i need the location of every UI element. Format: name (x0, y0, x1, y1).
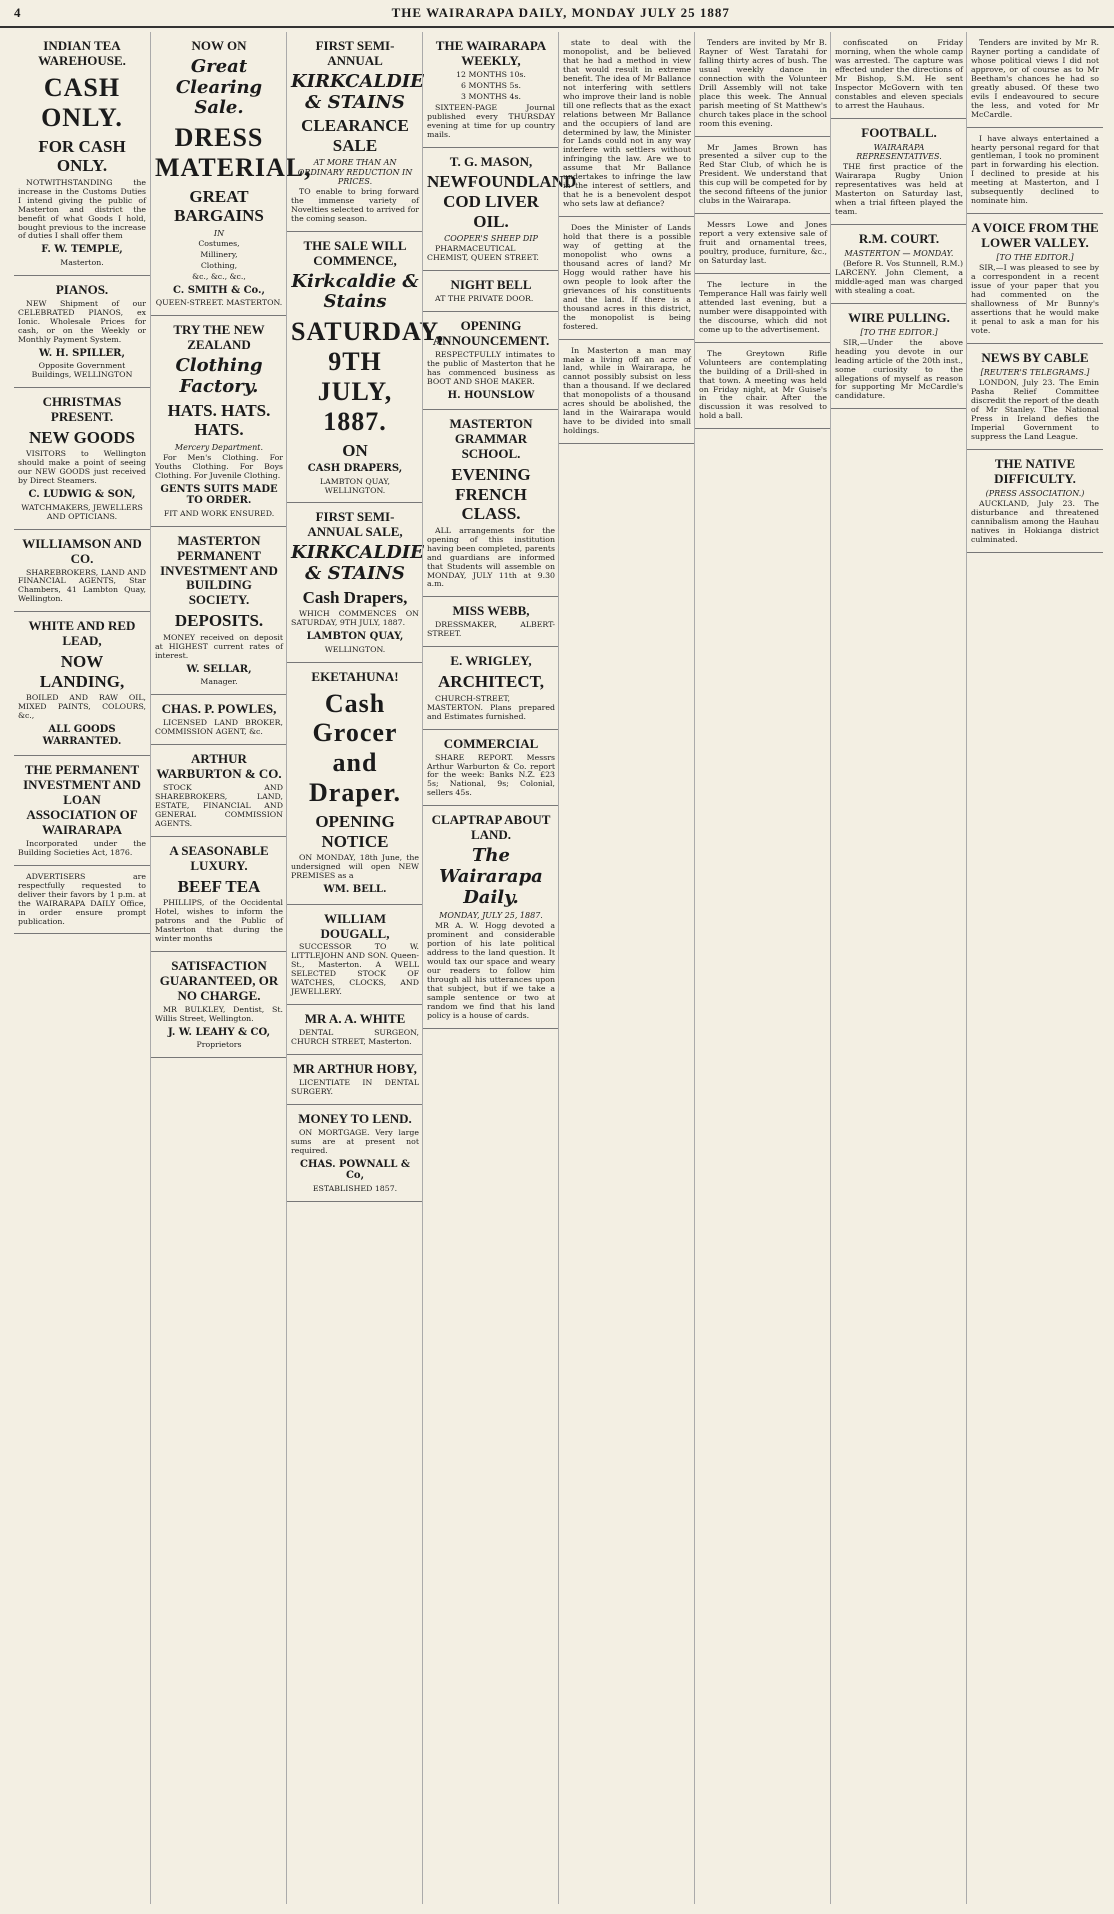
block-body: Tenders are invited by Mr B. Rayner of West Taratahi for falling thirty acres of bush. The usual weekly dance in connection with the Volunteer Drill Assembly will not take place this week. The Annual parish meeting of St Matthew's church takes place in the school room this evening. (699, 38, 827, 128)
block-body: I have always entertained a hearty personal regard for that gentleman, I took no prominent part in forwarding his election. I declined to preside at his meeting at Masterton, and I subsequently declined to nominate him. (971, 133, 1099, 206)
block-body: RESPECTFULLY intimates to the public of Masterton that he has commenced business as BOOT AND SHOE MAKER. (427, 349, 555, 386)
block-sub: MONDAY, JULY 25, 1887. (439, 911, 543, 921)
article-block (967, 450, 1103, 553)
block-title: WHITE AND RED LEAD, (28, 618, 136, 649)
article-block (14, 866, 150, 935)
block-mid: OPENING NOTICE (315, 812, 395, 851)
block-body: For Men's Clothing. For Youths Clothing. For Boys Clothing. For Juvenile Clothing. (155, 452, 283, 480)
list-line: 3 MONTHS 4s. (461, 91, 521, 101)
article-block (423, 312, 559, 410)
article-block (287, 905, 423, 1006)
block-title: MISS WEBB, (452, 603, 530, 619)
block-body: Does the Minister of Lands hold that there is a possible way of getting at the monopolist who owns a thousand acres of land? Mr Hogg would rather have his own people to look after the grievances of his constituents and the land. If there is a thousand acres in this district, the monopolist is being fostered. (563, 223, 691, 331)
newspaper-title: THE WAIRARAPA DAILY, MONDAY JULY 25 1887 (391, 5, 730, 20)
block-mid: CLEARANCE SALE (301, 116, 409, 155)
block-title: E. WRIGLEY, (450, 653, 532, 669)
block-body: SIR,—Under the above heading you devote in our leading article of the 20th inst., some curiosity to the allegations of myself as reason for supporting Mr McCardle's candidature. (835, 337, 963, 401)
block-sub: [TO THE EDITOR.] (860, 327, 938, 337)
block-body: LONDON, July 23. The Emin Pasha Relief Committee discredit the report of the death of Mr Stanley. The National Press in Ireland defies the Imperial Government to suppress the Land League. (971, 378, 1099, 441)
block-sub: [REUTER'S TELEGRAMS.] (980, 367, 1090, 377)
article-block (967, 128, 1103, 215)
block-mid: ARCHITECT, (438, 672, 544, 692)
block-sub: AT MORE THAN AN ORDINARY REDUCTION IN PRICES. (297, 158, 413, 186)
column-1 (14, 32, 150, 1904)
block-gothic: The Wairarapa Daily. (439, 845, 543, 908)
article-block (831, 225, 967, 304)
block-title: A SEASONABLE LUXURY. (169, 842, 269, 873)
block-body: DENTAL SURGEON, CHURCH STREET, Masterton. (291, 1028, 419, 1047)
block-sub: (PRESS ASSOCIATION.) (985, 488, 1085, 498)
column-3 (286, 32, 445, 1904)
article-block (559, 217, 695, 339)
block-place: Proprietors (196, 1040, 242, 1050)
article-block (151, 32, 312, 316)
block-sub: MASTERTON — MONDAY. (844, 248, 954, 258)
block-body: PHILLIPS, of the Occidental Hotel, wishes to inform the patrons and the Public of Masterton that during the winter months (155, 898, 283, 943)
block-body: MR A. W. Hogg devoted a prominent and considerable portion of his late political address to the land question. It would tax our space and weary our readers to follow him through all his utterances upon that subject, but if we take a sample sentence or two at random we find that his land policy is a house of cards. (427, 921, 555, 1020)
block-title: THE SALE WILL COMMENCE, (303, 237, 407, 268)
column-8 (966, 32, 1103, 1904)
block-mid: NEWFOUNDLAND COD LIVER OIL. (427, 172, 577, 231)
article-block (14, 32, 150, 276)
block-body: ADVERTISERS are respectfully requested to deliver their favors by 1 p.m. at the WAIRARAPA DAILY Office, in order ensure prompt publication. (18, 871, 146, 926)
block-sig: W. H. SPILLER, (39, 347, 125, 359)
block-gothic: Great Clearing Sale. (175, 55, 263, 119)
block-body: Messrs Lowe and Jones report a very extensive sale of fruit and ornamental trees, poultry, produce, furniture, &c., on Saturday last. (699, 220, 827, 266)
block-sig: CHAS. POWNALL & Co, (300, 1158, 410, 1182)
block-title: PIANOS. (55, 281, 109, 297)
block-body: THE first practice of the Wairarapa Rugby Union representatives was held at Masterton on Saturday last, when a trial fifteen played the team. (835, 161, 963, 216)
block-big: CASH ONLY. (41, 72, 123, 132)
block-place: Manager. (200, 677, 238, 687)
block-title: THE NATIVE DIFFICULTY. (994, 455, 1076, 486)
block-sig: C. LUDWIG & SON, (28, 489, 136, 501)
masthead (0, 0, 1114, 28)
block-body: AT THE PRIVATE DOOR. (435, 294, 534, 304)
article-block (831, 32, 967, 119)
block-body: The lecture in the Temperance Hall was fairly well attended last evening, but a number were disappointed with the discourse, which did not come up to the advertisement. (699, 279, 827, 334)
article-block (695, 214, 831, 274)
block-body: PHARMACEUTICAL CHEMIST, QUEEN STREET. (427, 244, 539, 263)
block-body: DRESSMAKER, ALBERT-STREET. (427, 620, 555, 639)
block-body: LICENTIATE IN DENTAL SURGERY. (291, 1077, 419, 1096)
article-block (423, 148, 577, 272)
block-title: WILLIAMSON AND CO. (22, 535, 142, 566)
article-block (14, 388, 150, 530)
block-title: MONEY TO LEND. (298, 1110, 412, 1126)
block-title: FOOTBALL. (861, 124, 937, 140)
block-title: NIGHT BELL (450, 277, 532, 293)
article-block (151, 745, 287, 837)
block-title: ARTHUR WARBURTON & CO. (156, 751, 282, 781)
block-body: TO enable to bring forward the immense variety of Novelties selected to arrived for the coming season. (291, 186, 419, 223)
block-mid: NOW LANDING, (39, 652, 125, 691)
article-block (287, 663, 423, 905)
block-body: SIXTEEN-PAGE Journal published every THURSDAY evening at time for up country mails. (427, 102, 555, 139)
block-big: DRESS MATERIAL, (155, 123, 312, 182)
column-7 (830, 32, 967, 1904)
block-title: MASTERTON GRAMMAR SCHOOL. (449, 416, 533, 462)
article-block (831, 119, 967, 225)
article-block (423, 597, 559, 647)
article-block (695, 32, 831, 137)
block-title: INDIAN TEA WAREHOUSE. (38, 38, 126, 68)
block-title: SATISFACTION GUARANTEED, OR NO CHARGE. (159, 957, 279, 1003)
block-body: ON MORTGAGE. Very large sums are at present not required. (291, 1127, 419, 1155)
article-block (559, 340, 695, 445)
article-block (967, 214, 1103, 344)
list-line: &c., &c., &c., (192, 271, 246, 281)
block-title: CHAS. P. POWLES, (161, 701, 277, 717)
block-body: Incorporated under the Building Societies Act, 1876. (18, 838, 146, 857)
block-body: NOTWITHSTANDING the increase in the Customs Duties I intend giving the public of Masterton and district the benefit of what Goods I hold, bought previous to the increase of duties I shall offer them (18, 177, 146, 241)
block-body: LICENSED LAND BROKER, COMMISSION AGENT, &c. (155, 718, 283, 737)
block-gothic: KIRKCALDIE & STAINS (291, 70, 424, 113)
article-block (423, 32, 559, 148)
block-title: FIRST SEMI-ANNUAL SALE, (307, 509, 403, 540)
block-body: (Before R. Vos Stunnell, R.M.) LARCENY. John Clement, a middle-aged man was charged with stealing a coat. (835, 258, 963, 295)
article-block (831, 304, 967, 410)
article-block (287, 503, 423, 662)
block-big: Cash Grocer and Draper. (309, 688, 401, 808)
article-block (287, 1005, 423, 1055)
block-body: AUCKLAND, July 23. The disturbance and threatened cannibalism among the Hauhau natives in Hokianga district culminated. (971, 498, 1099, 544)
block-gothic: Kirkcaldie & Stains (291, 270, 419, 313)
block-body: BOILED AND RAW OIL, MIXED PAINTS, COLOURS, &c., (18, 693, 146, 721)
block-mid: BEEF TEA (177, 876, 261, 896)
article-block (151, 695, 287, 745)
block-title: NOW ON (191, 38, 247, 53)
block-sig: W. SELLAR, (186, 663, 252, 675)
article-block (14, 276, 150, 388)
column-2 (150, 32, 312, 1904)
block-body: ON MONDAY, 18th June, the undersigned will open NEW PREMISES as a (291, 853, 419, 881)
block-title: MASTERTON PERMANENT INVESTMENT AND BUILDING SOCIETY. (160, 532, 278, 608)
block-place: ESTABLISHED 1857. (312, 1183, 398, 1193)
block-title: FIRST SEMI-ANNUAL (315, 38, 395, 68)
block-body: WHICH COMMENCES ON SATURDAY, 9TH JULY, 1887. (291, 609, 419, 628)
article-block (287, 1105, 423, 1202)
block-mid: GREAT BARGAINS (174, 186, 264, 226)
list-line: 6 MONTHS 5s. (461, 80, 521, 90)
article-block (423, 806, 559, 1029)
article-block (151, 316, 287, 526)
block-body: SHAREBROKERS, LAND AND FINANCIAL AGENTS, Star Chambers, 41 Lambton Quay, Wellington. (18, 567, 146, 604)
block-title: NEWS BY CABLE (981, 349, 1089, 365)
block-title: WIRE PULLING. (848, 309, 950, 325)
block-mid: DEPOSITS. (174, 611, 264, 631)
block-body: SHARE REPORT. Messrs Arthur Warburton & Co. report for the week: Banks N.Z. £23 5s; National, 9s; Colonial, sellers 45s. (427, 752, 555, 798)
column-5 (558, 32, 695, 1904)
column-4 (422, 32, 577, 1904)
block-gothic: Clothing Factory. (175, 355, 263, 397)
article-block (151, 952, 287, 1058)
block-body: NEW Shipment of our CELEBRATED PIANOS, ex Ionic. Wholesale Prices for cash, or on the Weekly or Monthly Payment System. (18, 298, 146, 344)
block-sig: J. W. LEAHY & CO, (167, 1026, 271, 1038)
block-title: THE WAIRARAPA WEEKLY, (435, 38, 547, 68)
block-title: EKETAHUNA! (311, 668, 399, 684)
block-place: Opposite Government Buildings, WELLINGTON (31, 361, 133, 380)
block-place: LAMBTON QUAY, WELLINGTON. (319, 476, 391, 495)
block-title: OPENING ANNOUNCEMENT. (432, 318, 550, 349)
block-title: A VOICE FROM THE LOWER VALLEY. (971, 220, 1099, 251)
block-mid: HATS. HATS. HATS. (167, 400, 271, 440)
block-mid: NEW GOODS (29, 427, 135, 447)
block-body: In Masterton a man may make a living off an acre of land, while in Wairarapa, he cannot possibly subsist on less than a thousand. If we declared that monopolists of a thousand acres should be abolished, the land in the Wairarapa would have to be divided into small holdings. (563, 345, 691, 436)
list-line: Clothing, (200, 260, 238, 270)
block-body: SUCCESSOR TO W. LITTLEJOHN AND SON. Queen-St., Masterton. A WELL SELECTED STOCK OF WATCHES, CLOCKS, AND JEWELLERY. (291, 942, 419, 997)
block-title: MR A. A. WHITE (304, 1011, 406, 1027)
article-block (14, 612, 150, 756)
article-block (151, 837, 287, 952)
column-6 (694, 32, 831, 1904)
block-sig: GENTS SUITS MADE TO ORDER. (160, 483, 278, 507)
article-block (423, 410, 559, 597)
block-title: T. G. MASON, (449, 153, 533, 169)
block-body: The Greytown Rifle Volunteers are contemplating the building of a Drill-shed in that town. A meeting was held on Friday night, at Mr Guise's in the chair. After the discussion it was resolved to hold a ball. (699, 348, 827, 421)
article-block (287, 32, 423, 232)
block-mid: FOR CASH ONLY. (38, 136, 126, 176)
block-body: SIR,—I was pleased to see by a correspondent in a recent issue of your paper that you had commented on the shallowness of Mr Bunny's assertions that he would make it penal to ask a man for his vote. (971, 263, 1099, 335)
block-body: STOCK AND SHAREBROKERS, LAND, ESTATE, FINANCIAL AND GENERAL COMMISSION AGENTS. (155, 782, 283, 828)
block-sig: C. SMITH & Co., (172, 284, 265, 296)
block-title: COMMERCIAL (443, 735, 539, 751)
block-mid: ON (342, 440, 368, 460)
block-sub: WAIRARAPA REPRESENTATIVES. (856, 142, 942, 161)
block-body: Tenders are invited by Mr R. Rayner porting a candidate of whose political views I did not approve, or of course as to Mr Beetham's chances he had so greatly abused. Of these two evils I endeavoured to secure the less, and voted for Mr McCardle. (971, 38, 1099, 119)
block-sub: [TO THE EDITOR.] (996, 253, 1074, 263)
article-block (287, 232, 445, 504)
article-block (967, 344, 1103, 450)
block-sig: H. HOUNSLOW (447, 389, 535, 401)
block-body: MONEY received on deposit at HIGHEST current rates of interest. (155, 632, 283, 660)
block-title: R.M. COURT. (858, 230, 940, 246)
list-line: 12 MONTHS 10s. (456, 69, 526, 79)
block-place: QUEEN-STREET. MASTERTON. (155, 298, 283, 308)
block-sub: IN (213, 228, 225, 238)
block-body: confiscated on Friday morning, when the whole camp was arrested. The capture was effected under the directions of Mr Bishop, S.M. He sent Inspector McGovern with ten constables and eleven specials to arrest the Hauhaus. (835, 38, 963, 110)
block-title: CHRISTMAS PRESENT. (42, 393, 122, 424)
block-place: FIT AND WORK ENSURED. (163, 508, 275, 518)
block-title: MR ARTHUR HOBY, (293, 1061, 417, 1077)
article-block (14, 756, 150, 866)
block-sub: COOPER'S SHEEP DIP (444, 234, 538, 244)
block-body: Mr James Brown has presented a silver cup to the Red Star Club, of which he is President. We understand that this cup will be competed for by the second fifteens of the junior clubs in the Wairarapa. (699, 142, 827, 206)
article-block (967, 32, 1103, 128)
block-title: THE PERMANENT INVESTMENT AND LOAN ASSOCIATION OF WAIRARAPA (23, 762, 141, 837)
page-number: 4 (14, 5, 22, 20)
article-block (423, 271, 559, 312)
block-sig: CASH DRAPERS, (307, 463, 403, 475)
block-body: MR BULKLEY, Dentist, St. Willis Street, Wellington. (155, 1004, 283, 1023)
block-big: SATURDAY, 9TH JULY, 1887. (291, 316, 445, 436)
block-body: CHURCH-STREET, MASTERTON. Plans prepared and Estimates furnished. (427, 693, 555, 721)
block-sig: WM. BELL. (323, 884, 387, 896)
article-block (423, 730, 559, 807)
article-block (695, 274, 831, 343)
block-sub: Mercery Department. (174, 442, 264, 452)
block-title: WILLIAM DOUGALL, (320, 910, 390, 941)
article-block (287, 1055, 423, 1105)
list-line: Costumes, (198, 239, 240, 249)
block-title: TRY THE NEW ZEALAND (173, 322, 265, 353)
block-sig: LAMBTON QUAY, (306, 631, 404, 643)
block-place: WATCHMAKERS, JEWELLERS AND OPTICIANS. (21, 502, 143, 521)
block-place: WELLINGTON. (324, 644, 386, 654)
block-body: ALL arrangements for the opening of this institution having been completed, parents and guardians are informed that Students will assemble on MONDAY, JULY 11th at 9.30 a.m. (427, 525, 555, 589)
article-block (151, 527, 287, 696)
block-body: VISITORS to Wellington should make a point of seeing our NEW GOODS just received by Direct Steamers. (18, 449, 146, 486)
block-body: state to deal with the monopolist, and be believed that he had a method in view that would result in extreme benefit. The idea of Mr Ballance not interfering with settlers who improve their land is noble till one reflects that as the exact relations between Mr Ballance and the occupiers of land are determined by law, the Minister for Lands could not in any way interfere with settlers without infringing the law. Are we to assume that Mr Ballance undertakes to infringe the law in the interest of settlers, and that he is a benevolent despot who sets law at defiance? (563, 38, 691, 209)
block-sig: ALL GOODS WARRANTED. (42, 724, 122, 747)
list-line: Millinery, (200, 250, 238, 260)
article-block (695, 343, 831, 430)
block-gothic: KIRKCALDIE & STAINS (291, 542, 424, 585)
article-block (695, 137, 831, 215)
article-block (14, 530, 150, 613)
block-title: CLAPTRAP ABOUT LAND. (431, 812, 551, 843)
block-mid: EVENING FRENCH CLASS. (451, 465, 531, 524)
article-block (559, 32, 695, 217)
block-mid: Cash Drapers, (302, 587, 408, 607)
block-place: Masterton. (60, 257, 104, 267)
article-block (423, 647, 559, 729)
block-sig: F. W. TEMPLE, (41, 244, 123, 256)
columns (14, 32, 1102, 1904)
